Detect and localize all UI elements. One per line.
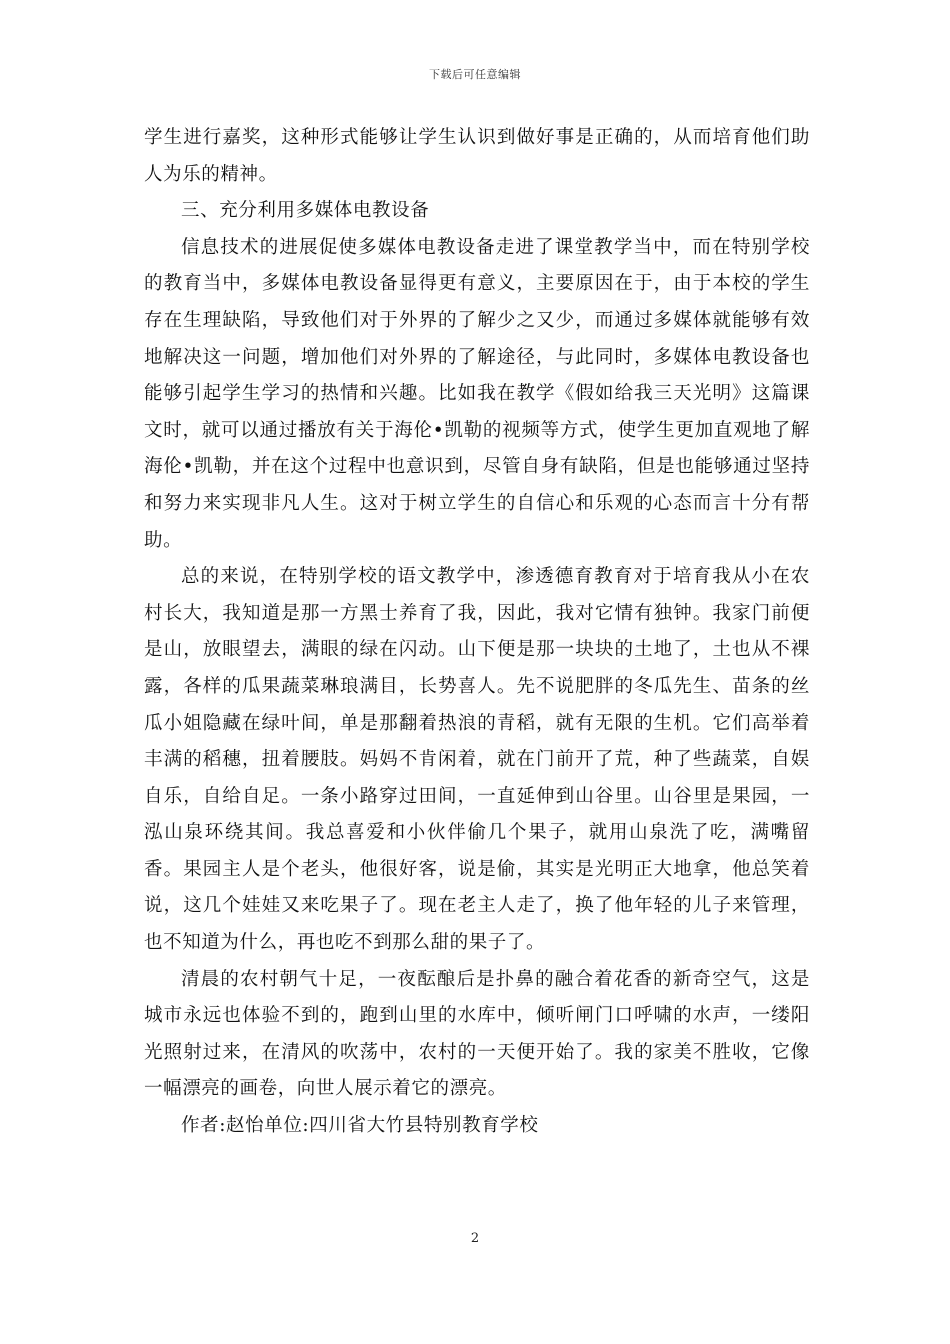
section-heading: 三、充分利用多媒体电教设备 — [181, 200, 430, 222]
paragraph-multimedia: 信息技术的进展促使多媒体电教设备走进了课堂教学当中，而在特别学校的教育当中，多媒体电教设备显得更有意义，主要原因在于，由于本校的学生存在生理缺陷，导致他们对于外界的了解少之又少，而通过多媒体就能够有效地解决这一问题，增加他们对外界的了解途径，与此同时，多媒体电教设备也能够引起学生学习的热情和兴趣。比如我在教学《假如给我三天光明》这篇课文时，就可以通过播放有关于海伦•凯勒的视频等方式，使学生更加直观地了解海伦•凯勒，并在这个过程中也意识到，尽管自身有缺陷，但是也能够通过坚持和努力来实现非凡人生。这对于树立学生的自信心和乐观的心态而言十分有帮助。 — [144, 236, 810, 551]
page-header: 下载后可任意编辑 — [429, 68, 521, 81]
paragraph-continuation: 学生进行嘉奖，这种形式能够让学生认识到做好事是正确的，从而培育他们助人为乐的精神。 — [144, 127, 810, 185]
document-body — [144, 120, 810, 1145]
paragraph-village: 总的来说，在特别学校的语文教学中，渗透德育教育对于培育我从小在农村长大，我知道是那一方黑士养育了我，因此，我对它情有独钟。我家门前便是山，放眼望去，满眼的绿在闪动。山下便是那一块块的土地了，土也从不裸露，各样的瓜果蔬菜琳琅满目，长势喜人。先不说肥胖的冬瓜先生、苗条的丝瓜小姐隐藏在绿叶间，单是那翻着热浪的青稻，就有无限的生机。它们高举着丰满的稻穗，扭着腰肢。妈妈不肯闲着，就在门前开了荒，种了些蔬菜，自娱自乐，自给自足。一条小路穿过田间，一直延伸到山谷里。山谷里是果园，一泓山泉环绕其间。我总喜爱和小伙伴偷几个果子，就用山泉洗了吃，满嘴留香。果园主人是个老头，他很好客，说是偷，其实是光明正大地拿，他总笑着说，这几个娃娃又来吃果子了。现在老主人走了，换了他年轻的儿子来管理，也不知道为什么，再也吃不到那么甜的果子了。 — [144, 566, 810, 954]
page-number: 2 — [470, 1231, 480, 1246]
author-line: 作者:赵怡单位:四川省大竹县特别教育学校 — [181, 1115, 539, 1137]
paragraph-morning: 清晨的农村朝气十足，一夜酝酿后是扑鼻的融合着花香的新奇空气，这是城市永远也体验不到的，跑到山里的水库中，倾听闸门口呼啸的水声，一缕阳光照射过来，在清风的吹荡中，农村的一天便开始了。我的家美不胜收，它像一幅漂亮的画卷，向世人展示着它的漂亮。 — [144, 968, 810, 1100]
